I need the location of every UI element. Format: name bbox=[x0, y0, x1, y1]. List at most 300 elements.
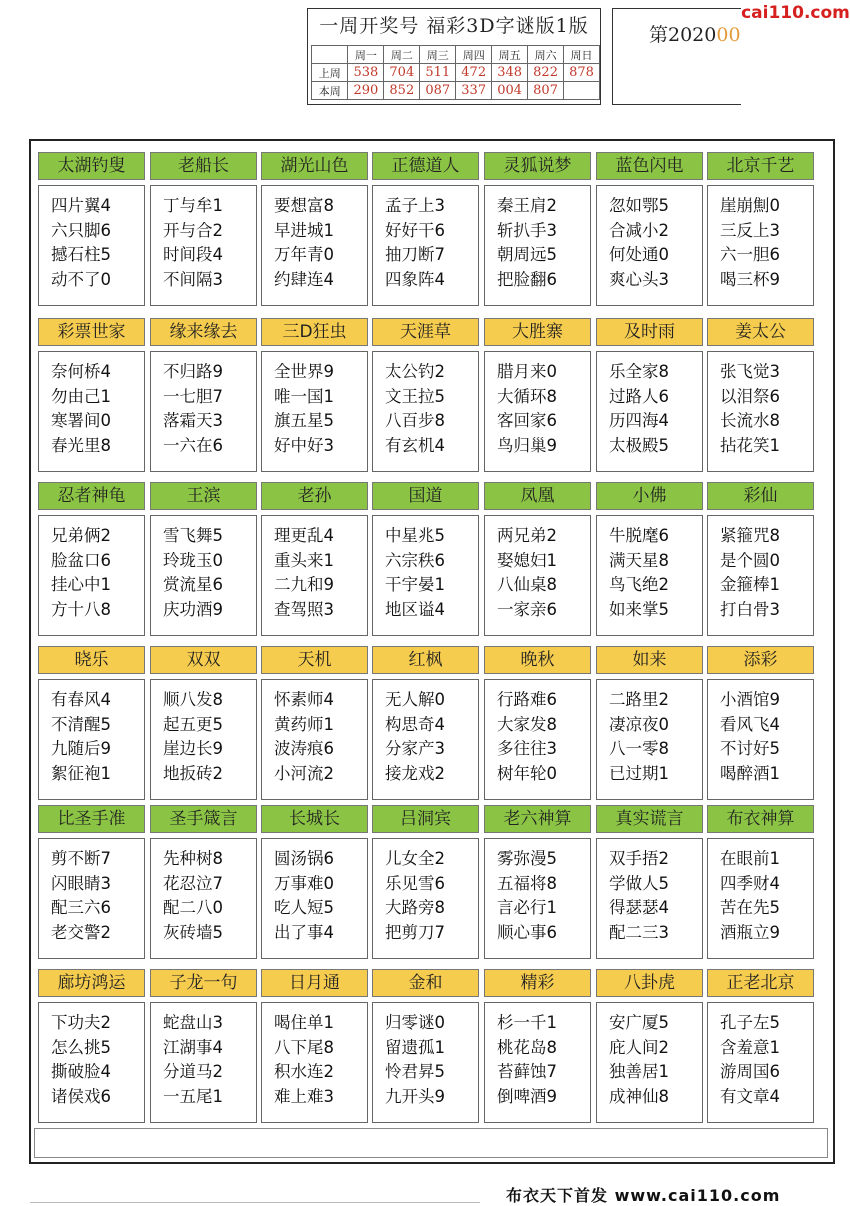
riddle-lines bbox=[150, 1002, 257, 1123]
riddle-line: 崖崩劁0 bbox=[720, 196, 780, 215]
riddle-line: 早进城1 bbox=[274, 220, 334, 240]
riddle-line: 如来掌5 bbox=[609, 599, 669, 619]
weekday-label: 周三 bbox=[420, 46, 456, 64]
riddle-line: 二九和9 bbox=[274, 575, 334, 594]
riddle-line: 一五尾1 bbox=[163, 1086, 223, 1106]
riddle-line: 鸟飞绝2 bbox=[609, 575, 669, 594]
riddle-line: 干宇晏1 bbox=[385, 575, 445, 594]
riddle-lines bbox=[372, 351, 479, 472]
riddle-lines bbox=[372, 1002, 479, 1123]
riddle-lines bbox=[484, 679, 591, 800]
riddle-lines bbox=[38, 351, 145, 472]
riddle-line: 看风飞4 bbox=[720, 714, 780, 734]
riddle-card bbox=[707, 646, 814, 800]
riddle-author: 太湖钓叟 bbox=[38, 152, 145, 180]
riddle-line: 地区谥4 bbox=[385, 599, 445, 619]
riddle-author: 长城长 bbox=[261, 805, 368, 833]
riddle-author: 晚秋 bbox=[484, 646, 591, 674]
riddle-line: 大家发8 bbox=[497, 714, 557, 734]
draw-number: 004 bbox=[492, 82, 528, 100]
riddle-line: 有玄机4 bbox=[385, 435, 445, 455]
riddle-card bbox=[38, 152, 145, 306]
riddle-line: 难上难3 bbox=[274, 1086, 334, 1106]
riddle-author: 真实谎言 bbox=[596, 805, 703, 833]
riddle-card bbox=[150, 805, 257, 959]
riddle-card bbox=[261, 646, 368, 800]
riddle-line: 双手捂2 bbox=[609, 849, 669, 868]
riddle-line: 要想富8 bbox=[274, 196, 334, 215]
riddle-card bbox=[261, 969, 368, 1123]
weekday-label: 周日 bbox=[564, 46, 600, 64]
draw-results-table bbox=[311, 45, 600, 100]
riddle-line: 太极殿5 bbox=[609, 435, 669, 455]
riddle-line: 怎么挑5 bbox=[51, 1037, 111, 1057]
riddle-card bbox=[596, 318, 703, 472]
riddle-author: 北京千艺 bbox=[707, 152, 814, 180]
riddle-line: 玲珑玉0 bbox=[163, 550, 223, 570]
riddle-author: 正德道人 bbox=[372, 152, 479, 180]
riddle-line: 配三六6 bbox=[51, 898, 111, 917]
riddle-line: 安广厦5 bbox=[609, 1013, 669, 1032]
riddle-author: 老船长 bbox=[150, 152, 257, 180]
draw-number: 337 bbox=[456, 82, 492, 100]
riddle-line: 是个圆0 bbox=[720, 550, 780, 570]
riddle-card bbox=[707, 152, 814, 306]
riddle-line: 好好干6 bbox=[385, 220, 445, 240]
riddle-lines bbox=[707, 351, 814, 472]
riddle-card bbox=[484, 646, 591, 800]
riddle-card bbox=[707, 969, 814, 1123]
riddle-card bbox=[484, 318, 591, 472]
riddle-line: 出了事4 bbox=[274, 922, 334, 942]
riddle-line: 树年轮0 bbox=[497, 763, 557, 783]
riddle-line: 倒啤酒9 bbox=[497, 1086, 557, 1106]
riddle-line: 九随后9 bbox=[51, 739, 111, 758]
riddle-line: 牛脱麾6 bbox=[609, 526, 669, 545]
riddle-card bbox=[38, 805, 145, 959]
riddle-line: 九开头9 bbox=[385, 1086, 445, 1106]
riddle-line: 闪眼睛3 bbox=[51, 873, 111, 893]
riddle-line: 打白骨3 bbox=[720, 599, 780, 619]
riddle-line: 撼石柱5 bbox=[51, 245, 111, 264]
riddle-lines bbox=[261, 351, 368, 472]
riddle-lines bbox=[484, 185, 591, 306]
riddle-line: 满天星8 bbox=[609, 550, 669, 570]
riddle-line: 有文章4 bbox=[720, 1086, 780, 1106]
riddle-card bbox=[596, 152, 703, 306]
riddle-line: 抽刀断7 bbox=[385, 245, 445, 264]
draw-number: 511 bbox=[420, 64, 456, 82]
riddle-line: 乐见雪6 bbox=[385, 873, 445, 893]
riddle-line: 接龙戏2 bbox=[385, 763, 445, 783]
riddle-lines bbox=[372, 185, 479, 306]
riddle-lines bbox=[38, 838, 145, 959]
riddle-line: 言必行1 bbox=[497, 898, 557, 917]
riddle-author: 添彩 bbox=[707, 646, 814, 674]
draw-number: 878 bbox=[564, 64, 600, 82]
riddle-line: 分家产3 bbox=[385, 739, 445, 758]
riddle-author: 王滨 bbox=[150, 482, 257, 510]
riddle-line: 构思奇4 bbox=[385, 714, 445, 734]
riddle-line: 波涛痕6 bbox=[274, 739, 334, 758]
riddle-author: 忍者神龟 bbox=[38, 482, 145, 510]
riddle-card bbox=[261, 152, 368, 306]
riddle-line: 把脸翻6 bbox=[497, 269, 557, 289]
draw-results-title: 一周开奖号 福彩3D字谜版1版 bbox=[319, 15, 589, 37]
riddle-lines bbox=[596, 838, 703, 959]
riddle-author: 大胜寨 bbox=[484, 318, 591, 346]
riddle-line: 酒瓶立9 bbox=[720, 922, 780, 942]
riddle-line: 唯一国1 bbox=[274, 386, 334, 406]
riddle-line: 重头来1 bbox=[274, 550, 334, 570]
riddle-line: 行路难6 bbox=[497, 690, 557, 709]
riddle-author: 红枫 bbox=[372, 646, 479, 674]
riddle-line: 孔子左5 bbox=[720, 1013, 780, 1032]
riddle-card bbox=[484, 152, 591, 306]
draw-number: 704 bbox=[384, 64, 420, 82]
draw-number: 472 bbox=[456, 64, 492, 82]
riddle-line: 挂心中1 bbox=[51, 575, 111, 594]
riddle-line: 乐全家8 bbox=[609, 362, 669, 381]
riddle-card bbox=[484, 805, 591, 959]
riddle-line: 小酒馆9 bbox=[720, 690, 780, 709]
riddle-line: 庇人间2 bbox=[609, 1037, 669, 1057]
riddle-line: 大循环8 bbox=[497, 386, 557, 406]
riddle-line: 不归路9 bbox=[163, 362, 223, 381]
draw-number: 807 bbox=[528, 82, 564, 100]
riddle-author: 天机 bbox=[261, 646, 368, 674]
riddle-card bbox=[707, 805, 814, 959]
riddle-line: 桃花岛8 bbox=[497, 1037, 557, 1057]
draw-number: 348 bbox=[492, 64, 528, 82]
riddle-line: 苦在先5 bbox=[720, 898, 780, 917]
riddle-line: 起五更5 bbox=[163, 714, 223, 734]
riddle-author: 三D狂虫 bbox=[261, 318, 368, 346]
riddle-author: 灵狐说梦 bbox=[484, 152, 591, 180]
riddle-line: 方十八8 bbox=[51, 599, 111, 619]
riddle-line: 两兄弟2 bbox=[497, 526, 557, 545]
riddle-line: 八仙桌8 bbox=[497, 575, 557, 594]
riddle-line: 奈何桥4 bbox=[51, 362, 111, 381]
riddle-line: 不间隔3 bbox=[163, 269, 223, 289]
riddle-lines bbox=[261, 1002, 368, 1123]
riddle-card bbox=[372, 482, 479, 636]
riddle-card bbox=[150, 646, 257, 800]
riddle-line: 拈花笑1 bbox=[720, 435, 780, 455]
riddle-line: 五福将8 bbox=[497, 873, 557, 893]
riddle-line: 吃人短5 bbox=[274, 898, 334, 917]
riddle-line: 分道马2 bbox=[163, 1062, 223, 1081]
riddle-author: 日月通 bbox=[261, 969, 368, 997]
riddle-lines bbox=[261, 838, 368, 959]
riddle-line: 喝住单1 bbox=[274, 1013, 334, 1032]
riddle-line: 喝醉酒1 bbox=[720, 763, 780, 783]
riddle-lines bbox=[707, 515, 814, 636]
riddle-lines bbox=[707, 679, 814, 800]
riddle-line: 学做人5 bbox=[609, 873, 669, 893]
riddle-line: 地扳砖2 bbox=[163, 763, 223, 783]
riddle-author: 吕洞宾 bbox=[372, 805, 479, 833]
riddle-lines bbox=[261, 185, 368, 306]
riddle-line: 独善居1 bbox=[609, 1062, 669, 1081]
riddle-line: 好中好3 bbox=[274, 435, 334, 455]
riddle-card bbox=[372, 318, 479, 472]
riddle-lines bbox=[261, 515, 368, 636]
riddle-author: 缘来缘去 bbox=[150, 318, 257, 346]
riddle-lines bbox=[484, 838, 591, 959]
riddle-lines bbox=[596, 1002, 703, 1123]
this-week-row bbox=[312, 82, 600, 100]
riddle-line: 春光里8 bbox=[51, 435, 111, 455]
site-logo: cai110.com bbox=[741, 3, 850, 23]
riddle-line: 时间段4 bbox=[163, 245, 223, 264]
empty-row bbox=[34, 1128, 828, 1158]
riddle-line: 孟子上3 bbox=[385, 196, 445, 215]
weekday-label: 周六 bbox=[528, 46, 564, 64]
issue-number bbox=[649, 20, 741, 47]
riddle-line: 怀素师4 bbox=[274, 690, 334, 709]
riddle-line: 黄药师1 bbox=[274, 714, 334, 734]
riddle-line: 有春风4 bbox=[51, 690, 111, 709]
riddle-line: 剪不断7 bbox=[51, 849, 111, 868]
corner-cell bbox=[312, 46, 348, 64]
riddle-line: 积水连2 bbox=[274, 1062, 334, 1081]
riddle-line: 絮征袍1 bbox=[51, 763, 111, 783]
riddle-card bbox=[150, 969, 257, 1123]
riddle-lines bbox=[372, 515, 479, 636]
riddle-line: 四片翼4 bbox=[51, 196, 111, 215]
riddle-line: 开与合2 bbox=[163, 220, 223, 240]
riddle-author: 湖光山色 bbox=[261, 152, 368, 180]
riddle-lines bbox=[150, 351, 257, 472]
riddle-author: 布衣神算 bbox=[707, 805, 814, 833]
riddle-line: 八百步8 bbox=[385, 411, 445, 430]
riddle-line: 查驾照3 bbox=[274, 599, 334, 619]
riddle-card bbox=[261, 318, 368, 472]
riddle-author: 八卦虎 bbox=[596, 969, 703, 997]
riddle-line: 兄弟俩2 bbox=[51, 526, 111, 545]
riddle-author: 双双 bbox=[150, 646, 257, 674]
riddle-author: 国道 bbox=[372, 482, 479, 510]
riddle-line: 过路人6 bbox=[609, 386, 669, 406]
riddle-line: 小河流2 bbox=[274, 763, 334, 783]
riddle-line: 配二八0 bbox=[163, 898, 223, 917]
riddle-card bbox=[150, 152, 257, 306]
riddle-author: 天涯草 bbox=[372, 318, 479, 346]
riddle-line: 长流水8 bbox=[720, 411, 780, 430]
riddle-author: 及时雨 bbox=[596, 318, 703, 346]
riddle-card bbox=[484, 482, 591, 636]
riddle-lines bbox=[372, 679, 479, 800]
draw-results-box bbox=[307, 8, 601, 105]
riddle-lines bbox=[596, 351, 703, 472]
riddle-line: 忽如鄂5 bbox=[609, 196, 669, 215]
riddle-line: 老交警2 bbox=[51, 922, 111, 942]
riddle-line: 游周国6 bbox=[720, 1062, 780, 1081]
riddle-line: 张飞觉3 bbox=[720, 362, 780, 381]
riddle-line: 在眼前1 bbox=[720, 849, 780, 868]
riddle-line: 不讨好5 bbox=[720, 739, 780, 758]
riddle-lines bbox=[261, 679, 368, 800]
riddle-lines bbox=[484, 351, 591, 472]
riddle-line: 爽心头3 bbox=[609, 269, 669, 289]
riddle-line: 诸侯戏6 bbox=[51, 1086, 111, 1106]
riddle-line: 配二三3 bbox=[609, 922, 669, 942]
riddle-line: 客回家6 bbox=[497, 411, 557, 430]
riddle-card bbox=[372, 805, 479, 959]
riddle-line: 先种树8 bbox=[163, 849, 223, 868]
riddle-line: 中星兆5 bbox=[385, 526, 445, 545]
riddle-card bbox=[38, 969, 145, 1123]
riddle-line: 一六在6 bbox=[163, 435, 223, 455]
riddle-line: 脸盆口6 bbox=[51, 550, 111, 570]
riddle-line: 蛇盘山3 bbox=[163, 1013, 223, 1032]
riddle-line: 斩扒手3 bbox=[497, 220, 557, 240]
riddle-line: 赏流星6 bbox=[163, 575, 223, 594]
riddle-lines bbox=[38, 185, 145, 306]
row-label: 本周 bbox=[312, 82, 348, 100]
riddle-line: 何处通0 bbox=[609, 245, 669, 264]
riddle-author: 彩仙 bbox=[707, 482, 814, 510]
riddle-line: 二路里2 bbox=[609, 690, 669, 709]
riddle-lines bbox=[38, 515, 145, 636]
riddle-line: 六只脚6 bbox=[51, 220, 111, 240]
riddle-line: 庆功酒9 bbox=[163, 599, 223, 619]
riddle-line: 理更乱4 bbox=[274, 526, 334, 545]
riddle-author: 老孙 bbox=[261, 482, 368, 510]
riddle-author: 凤凰 bbox=[484, 482, 591, 510]
draw-number: 290 bbox=[348, 82, 384, 100]
riddle-line: 含羞意1 bbox=[720, 1037, 780, 1057]
riddle-line: 八一零8 bbox=[609, 739, 669, 758]
riddle-line: 四季财4 bbox=[720, 873, 780, 893]
riddle-line: 大路旁8 bbox=[385, 898, 445, 917]
riddle-author: 彩票世家 bbox=[38, 318, 145, 346]
riddle-line: 顺心事6 bbox=[497, 922, 557, 942]
riddle-card bbox=[484, 969, 591, 1123]
draw-number: 822 bbox=[528, 64, 564, 82]
riddle-line: 动不了0 bbox=[51, 269, 111, 289]
riddle-line: 六一胆6 bbox=[720, 245, 780, 264]
riddle-card bbox=[38, 482, 145, 636]
riddle-line: 把剪刀7 bbox=[385, 922, 445, 942]
riddle-lines bbox=[707, 185, 814, 306]
riddle-line: 雾弥漫5 bbox=[497, 849, 557, 868]
riddle-line: 留遗孤1 bbox=[385, 1037, 445, 1057]
weekday-label: 周五 bbox=[492, 46, 528, 64]
riddle-line: 一七胆7 bbox=[163, 386, 223, 406]
riddle-line: 凄凉夜0 bbox=[609, 714, 669, 734]
riddle-lines bbox=[150, 515, 257, 636]
riddle-line: 落霜天3 bbox=[163, 411, 223, 430]
riddle-line: 崖边长9 bbox=[163, 739, 223, 758]
riddle-line: 丁与牟1 bbox=[163, 196, 223, 215]
riddle-line: 归零谜0 bbox=[385, 1013, 445, 1032]
issue-number-box bbox=[612, 8, 741, 105]
riddle-line: 万年青0 bbox=[274, 245, 334, 264]
weekday-label: 周一 bbox=[348, 46, 384, 64]
riddle-author: 蓝色闪电 bbox=[596, 152, 703, 180]
row-label: 上周 bbox=[312, 64, 348, 82]
riddle-line: 金箍棒1 bbox=[720, 575, 780, 594]
riddle-card bbox=[707, 318, 814, 472]
riddle-line: 怜君昇5 bbox=[385, 1062, 445, 1081]
riddle-lines bbox=[150, 679, 257, 800]
last-week-row bbox=[312, 64, 600, 82]
riddle-author: 圣手箴言 bbox=[150, 805, 257, 833]
riddle-card bbox=[38, 318, 145, 472]
riddle-lines bbox=[38, 1002, 145, 1123]
riddle-card bbox=[372, 969, 479, 1123]
riddle-card bbox=[596, 646, 703, 800]
riddle-author: 金和 bbox=[372, 969, 479, 997]
riddle-line: 腊月来0 bbox=[497, 362, 557, 381]
riddle-lines bbox=[484, 515, 591, 636]
riddle-card bbox=[707, 482, 814, 636]
riddle-line: 八下尾8 bbox=[274, 1037, 334, 1057]
riddle-card bbox=[261, 805, 368, 959]
draw-number bbox=[564, 82, 600, 100]
riddle-line: 儿女全2 bbox=[385, 849, 445, 868]
riddle-lines bbox=[596, 679, 703, 800]
riddle-line: 朝周远5 bbox=[497, 245, 557, 264]
weekday-label: 周四 bbox=[456, 46, 492, 64]
riddle-line: 杉一千1 bbox=[497, 1013, 557, 1032]
riddle-line: 紧箍咒8 bbox=[720, 526, 780, 545]
riddle-lines bbox=[372, 838, 479, 959]
riddle-line: 下功夫2 bbox=[51, 1013, 111, 1032]
riddle-line: 全世界9 bbox=[274, 362, 334, 381]
riddle-line: 多往往3 bbox=[497, 739, 557, 758]
riddle-author: 子龙一句 bbox=[150, 969, 257, 997]
riddle-author: 老六神算 bbox=[484, 805, 591, 833]
riddle-line: 合减小2 bbox=[609, 220, 669, 240]
weekday-header-row bbox=[312, 46, 600, 64]
weekday-label: 周二 bbox=[384, 46, 420, 64]
riddle-card bbox=[150, 482, 257, 636]
riddle-line: 顺八发8 bbox=[163, 690, 223, 709]
draw-number: 852 bbox=[384, 82, 420, 100]
riddle-line: 娶媳妇1 bbox=[497, 550, 557, 570]
riddle-line: 灰砖墙5 bbox=[163, 922, 223, 942]
issue-highlight: 00 bbox=[716, 24, 741, 46]
riddle-line: 约肆连4 bbox=[274, 269, 334, 289]
riddle-lines bbox=[707, 838, 814, 959]
footer-divider bbox=[30, 1202, 480, 1203]
riddle-lines bbox=[596, 515, 703, 636]
riddle-line: 得瑟瑟4 bbox=[609, 898, 669, 917]
riddle-line: 苔藓蚀7 bbox=[497, 1062, 557, 1081]
riddle-line: 撕破脸4 bbox=[51, 1062, 111, 1081]
riddle-line: 喝三杯9 bbox=[720, 269, 780, 289]
riddle-author: 晓乐 bbox=[38, 646, 145, 674]
riddle-line: 雪飞舞5 bbox=[163, 526, 223, 545]
riddle-card bbox=[596, 969, 703, 1123]
riddle-line: 以泪祭6 bbox=[720, 386, 780, 406]
riddle-author: 精彩 bbox=[484, 969, 591, 997]
riddle-line: 六宗秩6 bbox=[385, 550, 445, 570]
draw-number: 538 bbox=[348, 64, 384, 82]
riddle-line: 旗五星5 bbox=[274, 411, 334, 430]
riddle-line: 万事难0 bbox=[274, 873, 334, 893]
riddle-author: 比圣手准 bbox=[38, 805, 145, 833]
riddle-card bbox=[596, 805, 703, 959]
riddle-line: 历四海4 bbox=[609, 411, 669, 430]
riddle-line: 三反上3 bbox=[720, 220, 780, 240]
draw-number: 087 bbox=[420, 82, 456, 100]
riddle-line: 太公钓2 bbox=[385, 362, 445, 381]
riddle-line: 成神仙8 bbox=[609, 1086, 669, 1106]
